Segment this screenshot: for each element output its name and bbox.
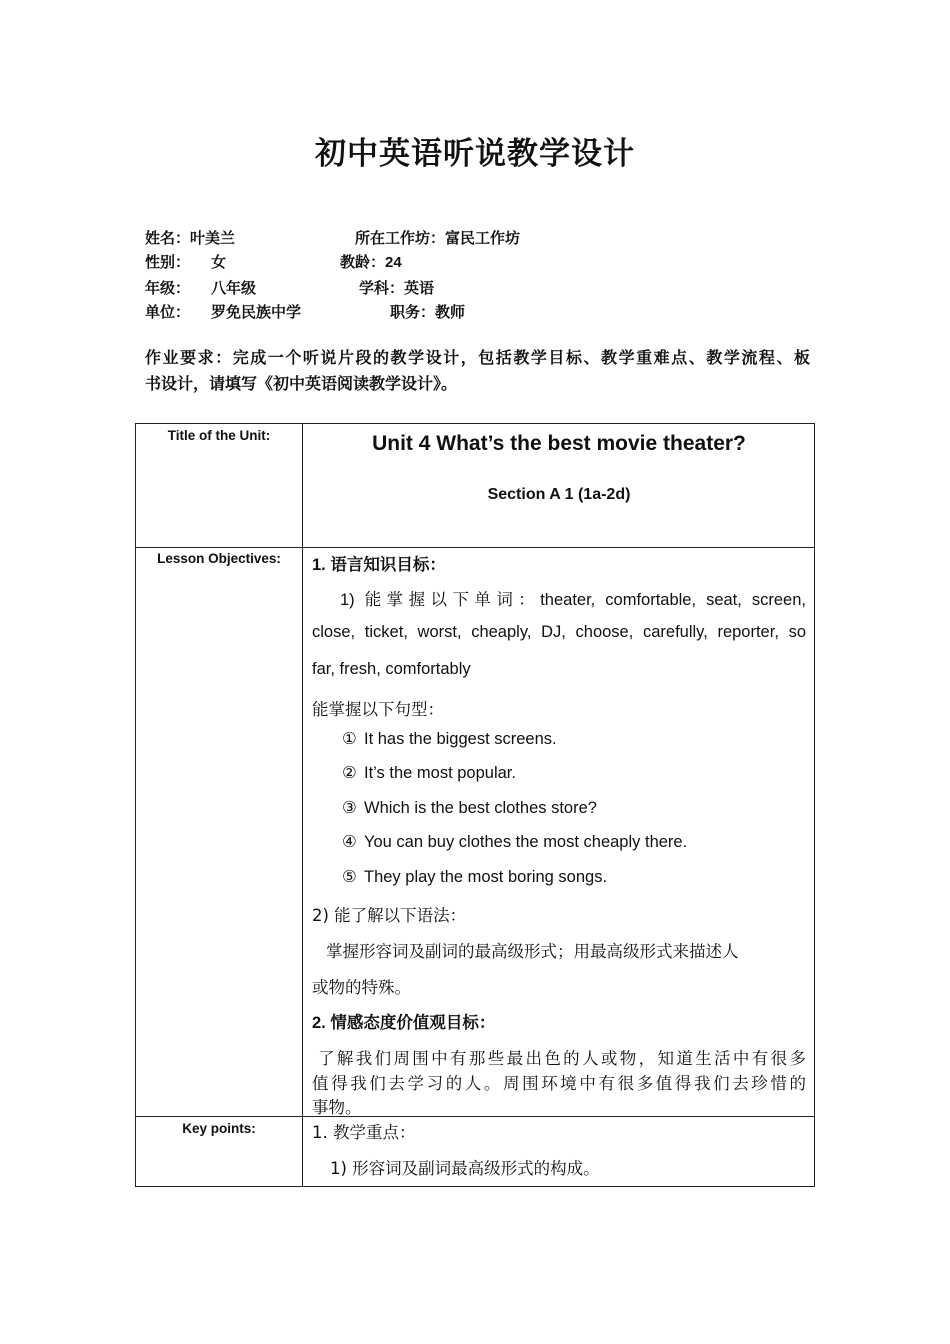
sentence-item	[342, 867, 836, 887]
gender-label: 性别：	[145, 254, 191, 271]
gender-value: 女	[211, 254, 227, 271]
lesson-plan-table	[135, 423, 815, 1187]
grade-value: 八年级	[211, 280, 257, 297]
sentence-intro: 能掌握以下句型：	[312, 700, 444, 719]
grade-label: 年级：	[145, 280, 191, 297]
attitude-line: 事物。	[312, 1098, 362, 1117]
section-title: Section A 1 (1a-2d)	[487, 486, 631, 503]
item-number: ③	[342, 799, 357, 817]
sentence-text: Which is the best clothes store?	[364, 799, 597, 817]
sentence-text: They play the most boring songs.	[364, 868, 608, 886]
teacher-workshop: 所在工作坊：富民工作坊	[355, 230, 521, 247]
item-number: ①	[342, 730, 357, 748]
grammar-line: 或物的特殊。	[312, 978, 411, 997]
requirement-line-1: 作业要求：完成一个听说片段的教学设计，包括教学目标、教学重难点、教学流程、板	[145, 350, 810, 367]
objective-heading-attitude: 2. 情感态度价值观目标：	[312, 1014, 496, 1032]
column-divider	[302, 424, 303, 1186]
key-points-heading: 1. 教学重点：	[312, 1123, 416, 1142]
vocab-line: 1) 能掌握以下单词：theater, comfortable, seat, screen,	[340, 591, 806, 609]
attitude-line: 了解我们周围中有那些最出色的人或物，知道生活中有很多	[318, 1049, 806, 1068]
vocab-line: close, ticket, worst, cheaply, DJ, choose, carefully, reporter, so	[312, 623, 806, 641]
requirement-line-2: 书设计，请填写《初中英语阅读教学设计》。	[145, 376, 458, 393]
sentence-text: It has the biggest screens.	[364, 730, 557, 748]
assignment-requirement	[145, 346, 810, 398]
label-key-points: Key points:	[182, 1121, 256, 1136]
sentence-item	[342, 832, 836, 852]
objective-heading-knowledge: 1. 语言知识目标：	[312, 556, 446, 574]
subject: 学科：英语	[359, 280, 435, 297]
job-position: 职务：教师	[390, 304, 466, 321]
sentence-item	[342, 729, 836, 749]
unit-title: Unit 4 What’s the best movie theater?	[372, 432, 746, 455]
item-number: ④	[342, 833, 357, 851]
attitude-line: 值得我们去学习的人。周围环境中有很多值得我们去珍惜的	[312, 1074, 806, 1093]
sentence-text: It’s the most popular.	[364, 764, 516, 782]
vocab-line: far, fresh, comfortably	[312, 660, 471, 678]
key-points-item: 1) 形容词及副词最高级形式的构成。	[330, 1159, 600, 1178]
sentence-item	[342, 763, 836, 783]
key-points-content	[312, 1117, 806, 1187]
teaching-years: 教龄：24	[340, 254, 402, 271]
sentence-text: You can buy clothes the most cheaply there.	[364, 833, 688, 851]
lesson-objectives-content	[312, 548, 806, 1116]
grammar-line: 掌握形容词及副词的最高级形式；用最高级形式来描述人	[326, 942, 739, 961]
teacher-name: 姓名：叶美兰	[145, 230, 236, 247]
label-lesson-objectives: Lesson Objectives:	[157, 551, 281, 566]
item-number: ②	[342, 764, 357, 782]
school-value: 罗免民族中学	[211, 304, 302, 321]
sentence-item	[342, 798, 836, 818]
item-number: ⑤	[342, 868, 357, 886]
grammar-intro: 2) 能了解以下语法：	[312, 906, 467, 925]
document-title: 初中英语听说教学设计	[315, 136, 635, 172]
school-label: 单位：	[145, 304, 191, 321]
label-unit-title: Title of the Unit:	[167, 428, 271, 443]
